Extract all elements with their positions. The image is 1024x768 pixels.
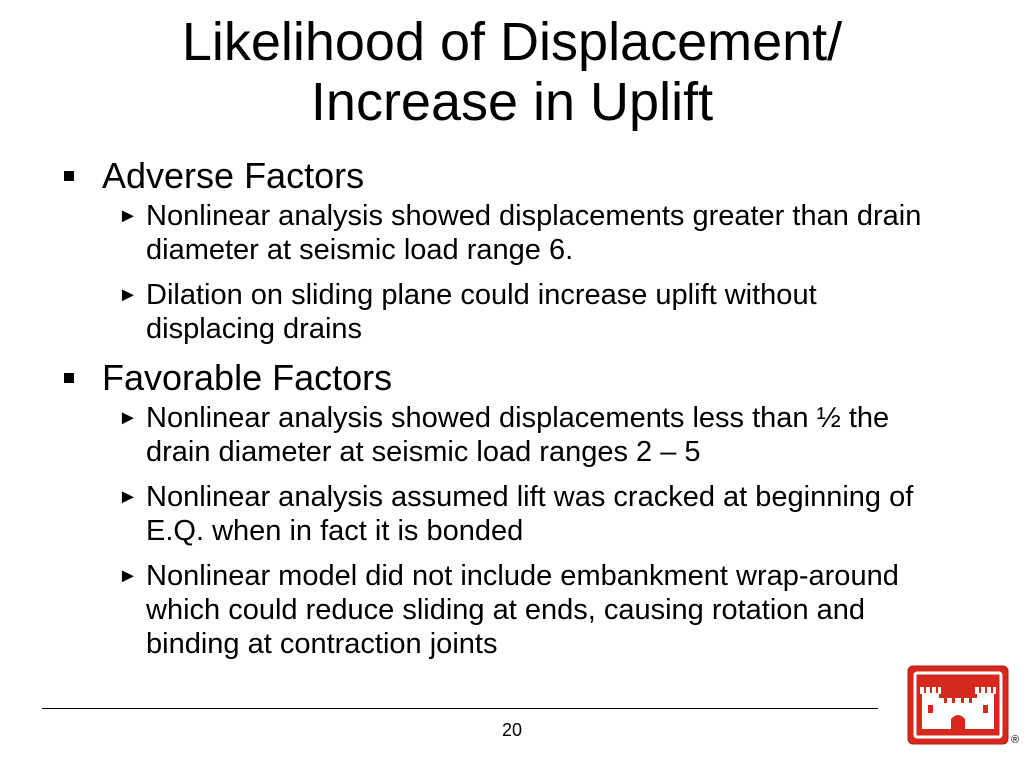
title-line-1: Likelihood of Displacement/ (181, 12, 843, 72)
section-heading-adverse (0, 155, 1000, 197)
section-heading-favorable (0, 357, 1000, 399)
list-item (0, 480, 1000, 548)
slide-title (40, 12, 984, 132)
list-item-text: Nonlinear analysis showed displacements less than ½ the drain diameter at seismic load ranges 2 – 5 (146, 402, 890, 468)
slide-body (0, 155, 1000, 672)
title-line-2: Increase in Uplift (310, 72, 714, 132)
list-item-text: Nonlinear analysis assumed lift was cracked at beginning of E.Q. when in fact it is bonded (146, 481, 914, 547)
triangle-bullet-icon: ► (118, 407, 138, 429)
list-item-text: Nonlinear model did not include embankment wrap-around which could reduce sliding at ends, causing rotation and binding at contraction joints (146, 560, 899, 660)
list-item-text: Dilation on sliding plane could increase uplift without displacing drains (146, 279, 817, 345)
section-heading-text: Adverse Factors (102, 155, 365, 196)
page-number: 20 (501, 720, 523, 740)
list-item (0, 559, 1000, 661)
registered-mark: ® (1011, 734, 1020, 746)
section-heading-text: Favorable Factors (102, 357, 393, 398)
square-bullet-icon (64, 373, 74, 383)
list-item (0, 401, 1000, 469)
square-bullet-icon (64, 171, 74, 181)
list-item (0, 278, 1000, 346)
footer-divider (42, 708, 878, 709)
castle-icon (907, 665, 1009, 745)
list-item (0, 199, 1000, 267)
list-item-text: Nonlinear analysis showed displacements greater than drain diameter at seismic load range 6. (146, 200, 922, 266)
triangle-bullet-icon: ► (118, 565, 138, 587)
triangle-bullet-icon: ► (118, 205, 138, 227)
triangle-bullet-icon: ► (118, 284, 138, 306)
triangle-bullet-icon: ► (118, 486, 138, 508)
